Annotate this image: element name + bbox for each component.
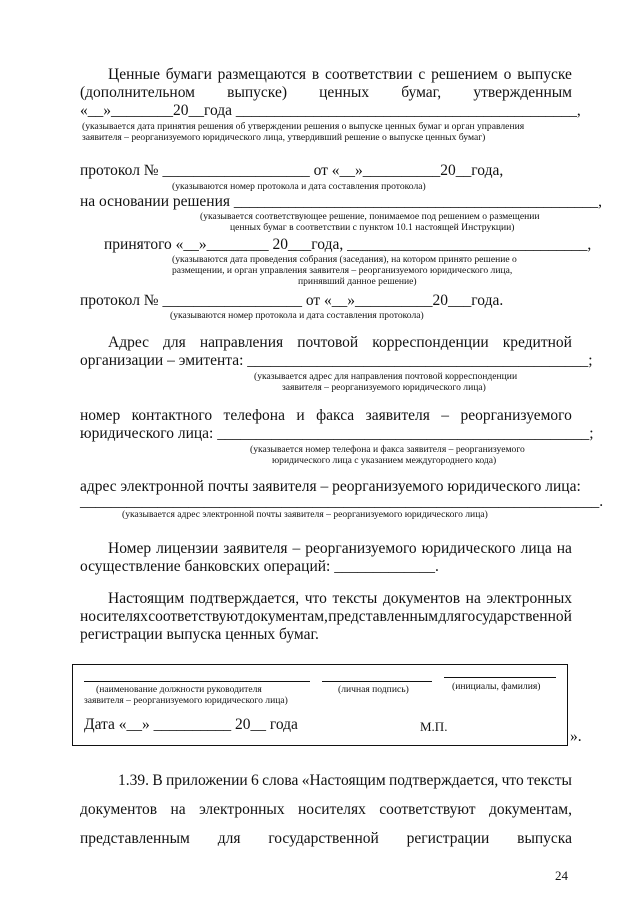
p5-note: (указывается адрес электронной почты заявителя – реорганизуемого юридического лица) [122,509,488,520]
p6-line1 [108,540,572,558]
word: подтверждается, [189,590,300,607]
p1-note2: заявителя – реорганизуемого юридического лица, утвердивший решение о выпуске ценных бумаг) [82,132,486,143]
basis-note1: (указывается соответствующее решение, понимаемое под решением о размещении [200,211,540,222]
word: носителях [297,801,366,818]
word: соответствуют [379,801,476,818]
basis-line: на основании решения _______________________________________________, [80,193,603,210]
word: лица [520,540,552,557]
word: направления [199,334,284,351]
word: на [556,540,572,557]
word: что [501,772,524,789]
word: представленным [328,608,439,625]
word: документов [382,590,461,607]
p4-line2: юридического лица: ________________________________________________; [80,425,594,442]
page-number: 24 [555,868,568,883]
p3-note2: заявителя – реорганизуемого юридического лица) [282,382,486,393]
word: приложении [165,772,248,789]
word: документам, [244,608,328,625]
p6-line2: осуществление банковских операций: _____________. [80,558,439,575]
p3-line2: организации – эмитента: ____________________________________________; [80,352,593,369]
word: государственной [268,830,379,847]
word: Настоящим [108,590,185,607]
initials-line [444,677,556,678]
protocol1-note: (указываются номер протокола и дата составления протокола) [172,181,426,192]
word: электронных [199,801,285,818]
word: соответствии [325,66,413,83]
p4-line1 [80,407,572,425]
word: слова [262,772,299,789]
word: для [163,334,186,351]
p1-line2 [80,84,572,102]
word: – [441,407,450,424]
word: почтовой [297,334,359,351]
word: носителях [80,608,148,625]
word: выпуска [517,830,572,847]
p3-line1 [108,334,572,352]
word: представленным [80,830,190,847]
p7-line3: регистрации выпуска ценных бумаг. [80,626,319,643]
position-note1: (наименование должности руководителя [96,684,262,695]
word: тексты [527,772,572,789]
word: выпуске [517,66,572,83]
position-line [84,681,310,682]
word: Адрес [108,334,149,351]
word: «Настоящим [301,772,386,789]
word: выпуске) [227,84,287,101]
word: с [418,66,426,83]
word: электронных [486,590,572,607]
word: утвержденным [473,84,572,101]
word: на [170,801,186,818]
word: ценных [319,84,370,101]
word: – [292,540,301,557]
signature-line [322,681,432,682]
p8-line1 [118,772,572,790]
word: о [503,66,512,83]
word: на [465,590,481,607]
p1-line3: «__»________20__года ____________________________________________, [80,102,581,119]
p8-line2 [80,801,572,819]
word: юридического [421,540,516,557]
word: В [152,772,163,789]
word: государственной [461,608,572,625]
p8-line3 [80,830,572,848]
word: для [438,608,462,625]
adopted-line: принятого «__»________ 20___года, _______________________________, [104,236,592,253]
word: телефона [223,407,285,424]
word: Ценные [108,66,160,83]
word: что [304,590,327,607]
word: документов [80,801,158,818]
word: для [217,830,241,847]
word: реорганизуемого [460,407,572,424]
signature-note: (личная подпись) [338,684,409,695]
closing-quote: ». [570,728,582,745]
p7-line1 [108,590,572,608]
word: заявителя [365,407,430,424]
word: заявителя [223,540,288,557]
word: подтверждается, [388,772,499,789]
word: соответствуют [148,608,245,625]
word: (дополнительном [80,84,195,101]
p5-line2: ___________________________________________________________________. [80,493,604,510]
word: регистрации [406,830,490,847]
word: тексты [332,590,378,607]
word: корреспонденции [372,334,489,351]
adopted-note2: размещении, и орган управления заявителя – реорганизуемого юридического лица, [172,265,513,276]
word: 1.39. [118,772,149,789]
p1-line1 [108,66,572,84]
stamp-label: М.П. [420,719,448,734]
basis-note2: ценных бумаг в соответствии с пунктом 10.1 настоящей Инструкции) [230,222,515,233]
p1-note: (указывается дата принятия решения об утверждении решения о выпуске ценных бумаг и орган управления [82,121,525,132]
p4-note2: юридического лица с указанием междугороднего кода) [272,455,497,466]
p3-note1: (указывается адрес для направления почтовой корреспонденции [254,371,518,382]
word: реорганизуемого [305,540,417,557]
word: номер [80,407,121,424]
word: и [296,407,305,424]
word: факса [316,407,355,424]
word: документам, [488,801,572,818]
adopted-note3: принявший данное решение) [298,276,417,287]
position-note2: заявителя – реорганизуемого юридического лица) [84,695,288,706]
date-line: Дата «__» __________ 20__ года [84,716,298,733]
word: 6 [251,772,259,789]
adopted-note1: (указываются дата проведения собрания (заседания), на котором принято решение о [172,254,517,265]
word: бумаг, [401,84,442,101]
word: в [311,66,320,83]
word: Номер [108,540,152,557]
protocol1-line: протокол № ___________________ от «__»__________20__года, [80,162,504,179]
word: контактного [131,407,213,424]
word: размещаются [217,66,307,83]
p4-note1: (указывается номер телефона и факса заявителя – реорганизуемого [250,444,525,455]
word: лицензии [156,540,219,557]
word: кредитной [502,334,572,351]
word: бумаги [165,66,212,83]
protocol2-note: (указываются номер протокола и дата составления протокола) [170,310,424,321]
p7-line2 [80,608,572,626]
protocol2-line: протокол № __________________ от «__»__________20___года. [80,292,504,309]
word: решением [431,66,498,83]
p5-line1: адрес электронной почты заявителя – реорганизуемого юридического лица: [80,478,581,495]
initials-note: (инициалы, фамилия) [452,681,541,692]
